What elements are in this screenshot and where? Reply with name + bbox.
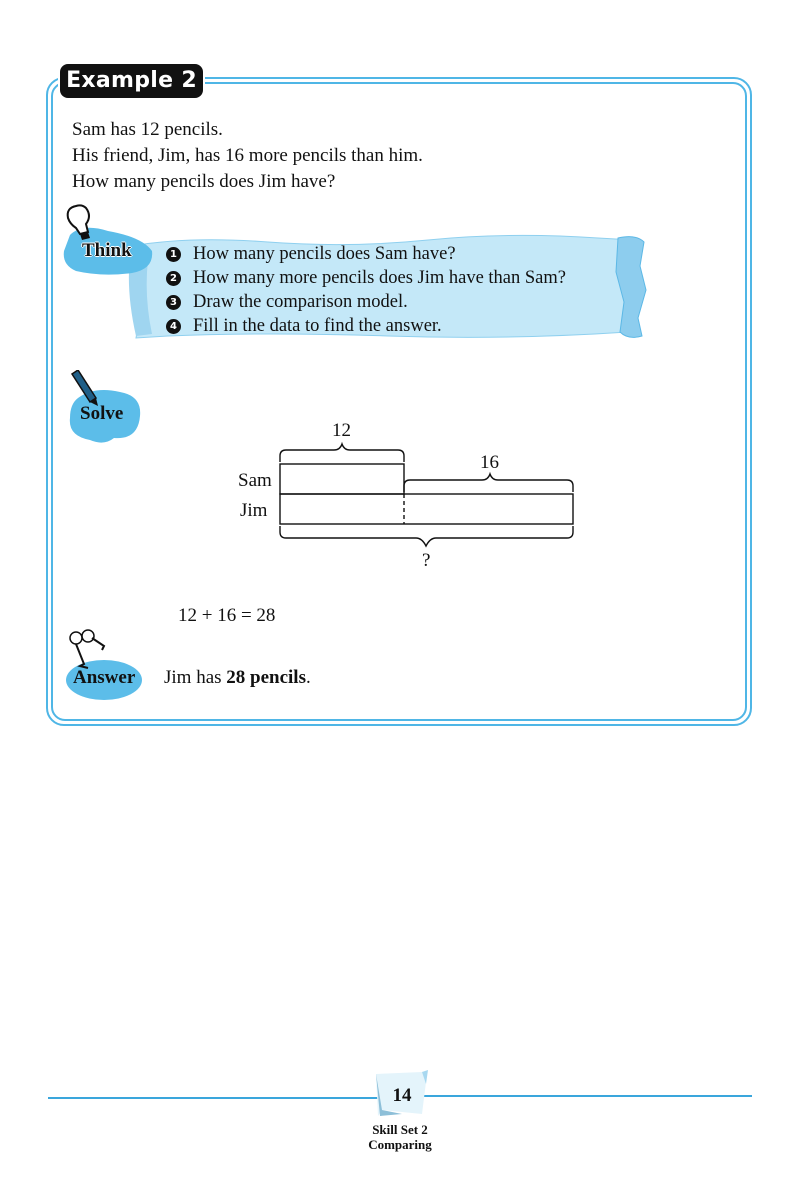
think-step — [166, 266, 566, 290]
answer-label: Answer — [73, 667, 136, 688]
step-number-badge: 1 — [166, 247, 181, 262]
think-label: Think — [82, 240, 132, 261]
think-steps — [166, 242, 566, 338]
equation: 12 + 16 = 28 — [178, 605, 276, 626]
step-text: Draw the comparison model. — [193, 292, 408, 312]
skill-set-topic: Comparing — [368, 1137, 432, 1152]
sam-value-label: 12 — [332, 420, 351, 441]
problem-line: Sam has 12 pencils. — [72, 119, 223, 140]
row-label-jim: Jim — [240, 500, 268, 521]
lightbulb-icon — [64, 202, 100, 242]
total-unknown-label: ? — [422, 550, 431, 571]
bar-model-drawing — [220, 410, 600, 580]
skill-set-title: Skill Set 2 — [372, 1122, 428, 1137]
think-step — [166, 290, 566, 314]
difference-value-label: 16 — [480, 452, 499, 473]
step-text: Fill in the data to find the answer. — [193, 316, 442, 336]
skill-set-caption — [300, 1122, 500, 1152]
answer-suffix: . — [305, 667, 311, 688]
answer-sentence — [164, 667, 311, 689]
problem-line: His friend, Jim, has 16 more pencils than him. — [72, 145, 423, 166]
example-heading: Example 2 — [60, 64, 203, 98]
answer-value: 28 pencils — [226, 667, 306, 688]
step-number-badge: 2 — [166, 271, 181, 286]
solve-label: Solve — [80, 403, 124, 424]
footer-rule-right — [424, 1095, 752, 1097]
problem-statement — [72, 117, 423, 195]
think-step — [166, 242, 566, 266]
answer-prefix: Jim has — [164, 667, 227, 688]
comparison-bar-model — [220, 410, 600, 580]
problem-line: How many pencils does Jim have? — [72, 171, 336, 192]
think-step — [166, 314, 566, 338]
step-text: How many pencils does Sam have? — [193, 244, 456, 264]
step-number-badge: 4 — [166, 319, 181, 334]
step-number-badge: 3 — [166, 295, 181, 310]
page-number: 14 — [392, 1085, 412, 1106]
step-text: How many more pencils does Jim have than Sam? — [193, 268, 566, 288]
footer-rule-left — [48, 1097, 378, 1099]
keys-icon — [64, 628, 154, 700]
row-label-sam: Sam — [238, 470, 272, 491]
